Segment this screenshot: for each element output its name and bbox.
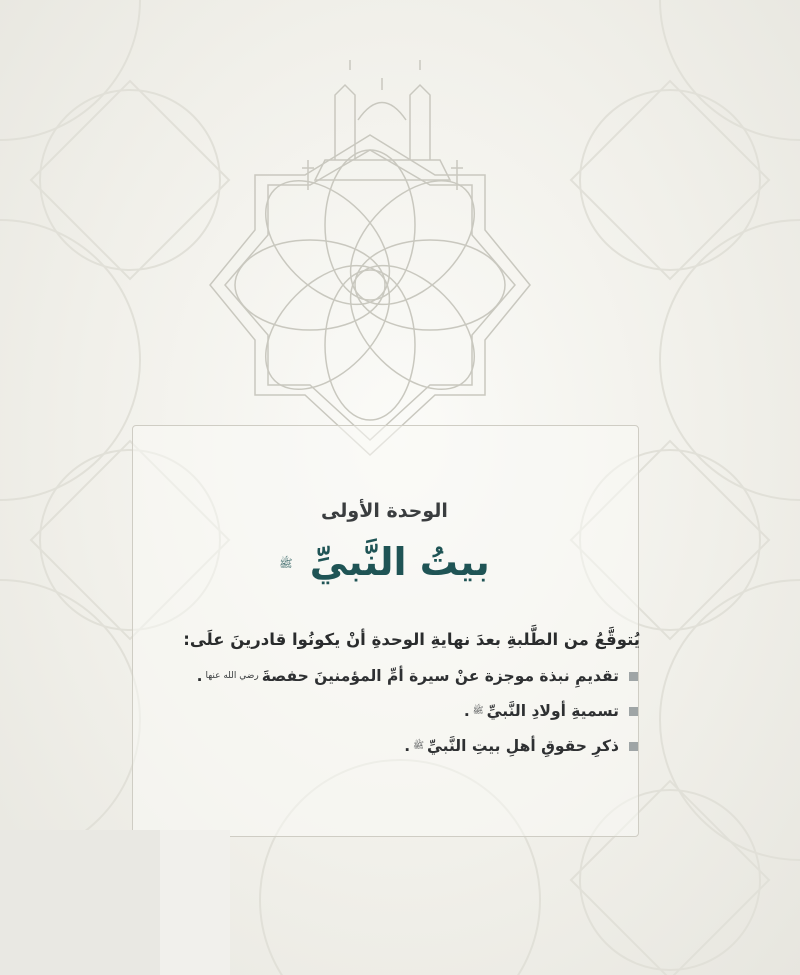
objective-text: تقديمِ نبذة موجزة عنْ سيرة أمِّ المؤمنينَ حفصةَ bbox=[261, 667, 619, 685]
list-item bbox=[140, 702, 638, 720]
unit-title-text: بيتُ النَّبيِّ bbox=[309, 540, 490, 584]
list-item bbox=[140, 667, 638, 685]
objective-end: . bbox=[463, 702, 470, 720]
objectives-intro: يُتوقَّعُ من الطَّلبةِ بعدَ نهايةِ الوحدةِ أنْ يكونُوا قادرينَ علَى: bbox=[183, 630, 640, 649]
honorific-mark: رضي الله عنها bbox=[205, 671, 259, 681]
square-bullet-icon bbox=[629, 742, 638, 751]
bottom-left-panel bbox=[0, 830, 160, 975]
honorific-mark: ﷺ bbox=[279, 556, 293, 570]
objective-end: . bbox=[196, 667, 203, 685]
bottom-left-panel-light bbox=[160, 830, 230, 975]
square-bullet-icon bbox=[629, 707, 638, 716]
mosque-star-emblem bbox=[200, 50, 540, 470]
objective-end: . bbox=[404, 737, 411, 755]
objectives-list bbox=[140, 667, 640, 755]
honorific-mark: ﷺ bbox=[413, 741, 424, 751]
objective-text: تسميةِ أولادِ النَّبيِّ bbox=[486, 702, 619, 720]
objective-text: ذكرِ حقوقِ أهلِ بيتِ النَّبيِّ bbox=[426, 737, 619, 755]
unit-title bbox=[132, 540, 637, 584]
square-bullet-icon bbox=[629, 672, 638, 681]
honorific-mark: ﷺ bbox=[472, 706, 484, 716]
unit-label: الوحدة الأولى bbox=[321, 500, 448, 522]
list-item bbox=[140, 737, 638, 755]
learning-objectives bbox=[140, 630, 640, 772]
